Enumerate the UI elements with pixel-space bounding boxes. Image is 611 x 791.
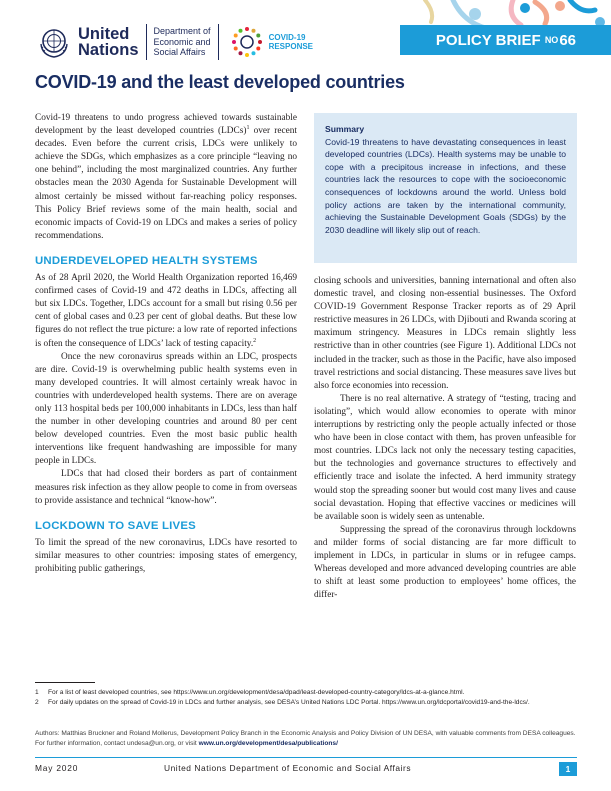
lockdown-paragraph-4: Suppressing the spread of the coronavirus through lockdowns and milder forms of social distancing are far more difficult to implement in LDCs, in particular in slums or in refugee camps. Whereas developed and more advanced developing countries are able to shift at least some production to employees’ home offices, the differ- — [314, 524, 576, 601]
page-title: COVID-19 and the least developed countries — [35, 72, 405, 92]
footnotes — [35, 688, 577, 708]
footnote-number: 2 — [35, 698, 39, 706]
footnote-ref-1[interactable]: 1 — [246, 125, 250, 132]
footnote-text[interactable]: For a list of least developed countries, see https://www.un.org/development/desa/dpad/least-developed-country-category/ldcs-at-a-glance.html. — [48, 689, 465, 696]
desa-wordmark: Department of Economic and Social Affairs — [153, 26, 211, 58]
footnote-text[interactable]: For daily updates on the spread of Covid-19 in LDCs and further analysis, see DESA’s United Nations LDC Portal. https://www.un.org/ldcportal/covid19-and-the-ldcs/. — [48, 698, 530, 706]
logo-divider — [146, 24, 147, 60]
policy-brief-banner — [400, 25, 611, 55]
footer-date: May 2020 — [35, 763, 79, 773]
policy-brief-number: 66 — [559, 31, 576, 49]
footnote-1 — [35, 688, 577, 698]
page-footer — [35, 762, 577, 776]
policy-brief-label: POLICY BRIEF — [435, 31, 541, 49]
publications-link[interactable]: www.un.org/development/desa/publications/ — [198, 740, 338, 747]
section-heading-lockdown: LOCKDOWN TO SAVE LIVES — [35, 519, 196, 532]
section-heading-health: UNDERDEVELOPED HEALTH SYSTEMS — [35, 254, 258, 267]
left-column — [35, 112, 297, 576]
contact-line: For further information, contact undesa@un.org, or visit www.un.org/development/desa/publications/ — [35, 740, 338, 747]
page-number: 1 — [559, 762, 577, 776]
header-logos — [36, 20, 313, 64]
un-wordmark: United Nations — [78, 25, 139, 59]
footnote-rule — [35, 682, 95, 683]
summary-box — [314, 113, 577, 263]
footnote-ref-2[interactable]: 2 — [253, 337, 257, 344]
covid-response-emblem-icon — [230, 25, 264, 59]
footnote-number: 1 — [35, 689, 39, 696]
summary-text: Covid-19 threatens to have devastating consequences in least developed countries (LDCs). Health systems may be unable to cope with a precipitous increase in infections, and these countries lack the resources to cope with the socioeconomic consequences of lockdowns around the world. Unless bold policy actions are taken by the international community, achieving the Sustainable Development Goals (SDGs) by the 2030 deadline will likely slip out of reach. — [325, 136, 566, 235]
footer-org: United Nations Department of Economic and Social Affairs — [164, 763, 412, 773]
lockdown-paragraph-2: closing schools and universities, banning international and often also domestic travel, and closing non-essential businesses. The Oxford COVID-19 Government Response Tracker reports as of 29 April restrictive measures in 26 LDCs, with Djibouti and Rwanda scoring at maximum stringency. Measures in LDCs remain slightly less restrictive than in other countries (see Figure 1). Additional LDCs not included in the tracker, such as those in the Pacific, have also imposed travel restrictions and social distancing. These measures save lives but also force economies into recession. — [314, 276, 576, 391]
authors-line: Authors: Matthias Bruckner and Roland Mollerus, Development Policy Branch in the Economic Analysis and Policy Division of UN DESA, with valuable comments from DESA colleagues. — [35, 730, 576, 737]
summary-heading: Summary — [325, 124, 365, 134]
un-emblem-icon — [36, 24, 72, 60]
authors-note — [35, 729, 577, 749]
footnote-2 — [35, 698, 577, 708]
footer-rule — [35, 757, 577, 758]
policy-brief-no: NO — [544, 35, 559, 45]
logo-divider-2 — [218, 24, 219, 60]
intro-paragraph: Covid-19 threatens to undo progress achieved towards sustainable development by the least developed countries (LDCs)$^1$ over recent decades. Even before the current crisis, LDCs were unlikely to achieve the SDGs, which emphasizes as a core principle “leaving no one behind”, including the most marginalized countries. Any further obstacles mean the 2030 Agenda for Sustainable Development will almost certainly be missed without far-reaching policy responses. This Policy Brief reviews some of the main health, social and economic impacts of Covid-19 on LDCs and makes a series of policy recommendations. — [35, 113, 298, 241]
lockdown-paragraph-1: To limit the spread of the new coronavirus, LDCs have resorted to similar measures to other countries: imposing states of emergency, prohibiting public gatherings, — [35, 537, 297, 574]
health-paragraph-2: Once the new coronavirus spreads within an LDC, prospects are dire. Covid-19 is overwhelming public health systems even in many developed countries. It will almost certainly wreak havoc in countries with underdeveloped health systems. There are on average only 113 hospital beds per 100,000 inhabitants in LDCs, less than half the number in other developing countries and around 80 per cent below developed countries. Even the most basic public health interventions like frequent handwashing are impossible for many people in LDCs. — [35, 351, 297, 467]
covid-response-wordmark: COVID-19 RESPONSE — [268, 32, 314, 51]
right-column — [314, 275, 576, 602]
health-paragraph-3: LDCs that had closed their borders as part of containment measures risk infection as they allow people to come in from overseas to provide assistance and technical “know-how”. — [35, 469, 297, 506]
health-paragraph-1: As of 28 April 2020, the World Health Organization reported 16,469 confirmed cases of Covid-19 and 472 deaths in LDCs, affecting all but six LDCs. Together, LDCs account for a small but rising 0.56 per cent of global cases and 0.23 per cent of global deaths. But these low figures do not reflect the true picture: a low rate of reported infections is often the consequence of LDCs’ lack of testing capacity.$^2$ — [35, 273, 297, 349]
lockdown-paragraph-3: There is no real alternative. A strategy of “testing, tracing and isolating”, which would allow economies to operate with minor interruptions by restricting only the people actually infected or those who have been in close contact with them, has proven unfeasible for most countries. LDCs lack not only the necessary testing capacities, but the technologies and governance structures to effectively and efficiently trace and isolate the infected. A herd immunity strategy would stop the spreading sooner but would cost many lives and cause social devastation. Hoping that effective vaccines or medicines will be available soon is widely seen as untenable. — [314, 393, 576, 522]
